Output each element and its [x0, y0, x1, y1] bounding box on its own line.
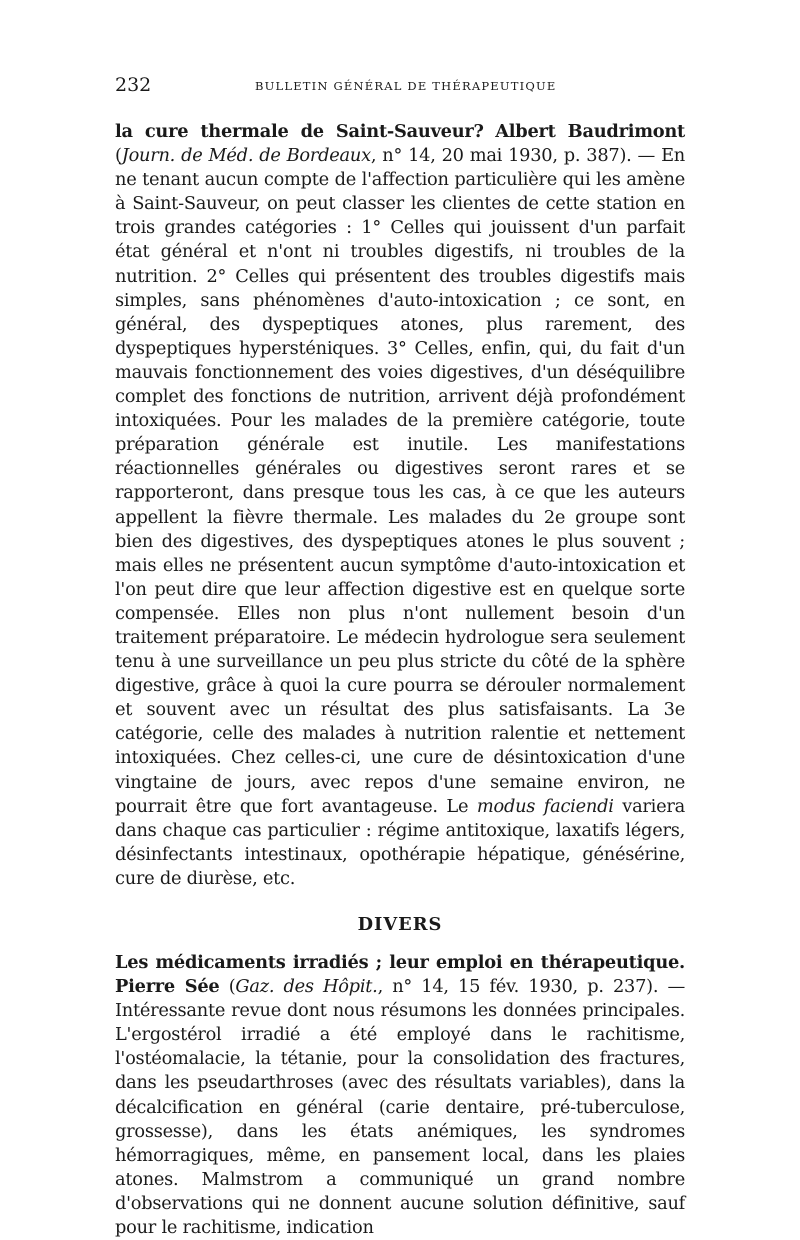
article-author: Pierre Sée — [115, 976, 220, 998]
article-title: Les médicaments irradiés ; leur emploi en thérapeutique. — [115, 952, 685, 973]
journal-name: Gaz. des Hôpit. — [235, 976, 378, 998]
article-medicaments-irradies: Les médicaments irradiés ; leur emploi en thérapeutique. Pierre Sée (Gaz. des Hôpit., n° 14, 15 fév. 1930, p. 237). — Intéressante revue dont nous résumons les données principales. L'ergostérol irradié a été employé dans le rachitisme, l'ostéomalacie, la tétanie, pour la consolidation des fractures, dans les pseudarthroses (avec des résultats variables), dans la décalcification en général (carie dentaire, pré-tuberculose, grossesse), dans les états anémiques, les syndromes hémorragiques, même, en pansement local, dans les plaies atones. Malmstrom a communiqué un grand nombre d'observations qui ne donnent aucune solution définitive, sauf pour le rachitisme, indication — [115, 952, 685, 1239]
article-cure-thermale: la cure thermale de Saint-Sauveur? Albert Baudrimont (Journ. de Méd. de Bordeaux, n° 14, 20 mai 1930, p. 387). — En ne tenant aucun compte de l'affection particulière qui les amène à Saint-Sauveur, on peut classer les clientes de cette station en trois grandes catégories : 1° Celles qui jouissent d'un parfait état général et n'ont ni troubles digestifs, ni troubles de la nutrition. 2° Celles qui présentent des troubles digestifs mais simples, sans phénomènes d'auto-intoxication ; ce sont, en général, des dyspeptiques atones, plus rarement, des dyspeptiques hypersténiques. 3° Celles, enfin, qui, du fait d'un mauvais fonctionnement des voies digestives, d'un déséquilibre complet des fonctions de nutrition, arrivent déjà profondément intoxiquées. Pour les malades de la première catégorie, toute préparation générale est inutile. Les manifestations réactionnelles générales ou digestives seront rares et se rapporteront, dans presque tous les cas, à ce que les auteurs appellent la fièvre thermale. Les malades du 2e groupe sont bien des digestives, des dyspeptiques atones le plus souvent ; mais elles ne présentent aucun symptôme d'auto-intoxication et l'on peut dire que leur affection digestive est en quelque sorte compensée. Elles non plus n'ont nullement besoin d'un traitement préparatoire. Le médecin hydrologue sera seulement tenu à une surveillance un peu plus stricte du côté de la sphère digestive, grâce à quoi la cure pourra se dérouler normalement et souvent avec un résultat des plus satisfaisants. La 3e catégorie, celle des malades à nutrition ralentie et nettement intoxiquées. Chez celles-ci, une cure de désintoxication d'une vingtaine de jours, avec repos d'une semaine environ, ne pourrait être que fort avantageuse. Le modus faciendi variera dans chaque cas particulier : régime antitoxique, laxatifs légers, désinfectants intestinaux, opothérapie hépatique, génésérine, cure de diurèse, etc. — [115, 121, 686, 889]
text-column — [115, 120, 685, 1240]
running-head: BULLETIN GÉNÉRAL DE THÉRAPEUTIQUE — [255, 79, 557, 93]
section-heading: DIVERS — [357, 914, 443, 935]
page-header — [115, 74, 685, 104]
article-body: En ne tenant aucun compte de l'affection particulière qui les amène à Saint-Sauveur, on peut classer les clientes de cette station en trois grandes catégories : 1° Celles qui jouissent d'un parfait état général et n'ont ni troubles digestifs, ni troubles de la nutrition. 2° Celles qui présentent des troubles digestifs mais simples, sans phénomènes d'auto-intoxication ; ce sont, en général, des dyspeptiques atones, plus rarement, des dyspeptiques hypersténiques. 3° Celles, enfin, qui, du fait d'un mauvais fonctionnement des voies digestives, d'un déséquilibre complet des fonctions de nutrition, arrivent déjà profondément intoxiquées. Pour les malades de la première catégorie, toute préparation générale est inutile. Les manifestations réactionnelles générales ou digestives seront rares et se rapporteront, dans presque tous les cas, à ce que les auteurs appellent la fièvre thermale. Les malades du 2e groupe sont bien des digestives, des dyspeptiques atones le plus souvent ; mais elles ne présentent aucun symptôme d'auto-intoxication et l'on peut dire que leur affection digestive est en quelque sorte compensée. Elles non plus n'ont nullement besoin d'un traitement préparatoire. Le médecin hydrologue sera seulement tenu à une surveillance un peu plus stricte du côté de la sphère digestive, grâce à quoi la cure pourra se dérouler normalement et souvent avec un résultat des plus satisfaisants. La 3e catégorie, celle des malades à nutrition ralentie et nettement intoxiquées. Chez celles-ci, une cure de désintoxication d'une vingtaine de jours, avec repos d'une semaine environ, ne pourrait être que fort avantageuse. Le — [115, 145, 686, 817]
citation: , n° 14, 20 mai 1930, p. 387). — — [370, 145, 656, 167]
page-number: 232 — [115, 74, 152, 96]
latin-phrase: modus faciendi — [476, 795, 614, 817]
article-body-end: variera dans chaque cas particulier : régime antitoxique, laxatifs légers, désinfectants intestinaux, opothérapie hépatique, génésérine, cure de diurèse, etc. — [115, 795, 685, 889]
article-author: Albert Baudrimont — [495, 121, 686, 142]
journal-name: Journ. de Méd. de Bordeaux — [121, 145, 371, 167]
citation: , n° 14, 15 fév. 1930, p. 237). — — [377, 976, 685, 998]
article-body: Intéressante revue dont nous résumons les données principales. L'ergostérol irradié a été employé dans le rachitisme, l'ostéomalacie, la tétanie, pour la consolidation des fractures, dans les pseudarthroses (avec des résultats variables), dans la décalcification en général (carie dentaire, pré-tuberculose, grossesse), dans les états anémiques, les syndromes hémorragiques, même, en pansement local, dans les plaies atones. Malmstrom a communiqué un grand nombre d'observations qui ne donnent aucune solution définitive, sauf pour le rachitisme, indication — [115, 1000, 685, 1239]
article-title: la cure thermale de Saint-Sauveur? — [115, 121, 484, 142]
